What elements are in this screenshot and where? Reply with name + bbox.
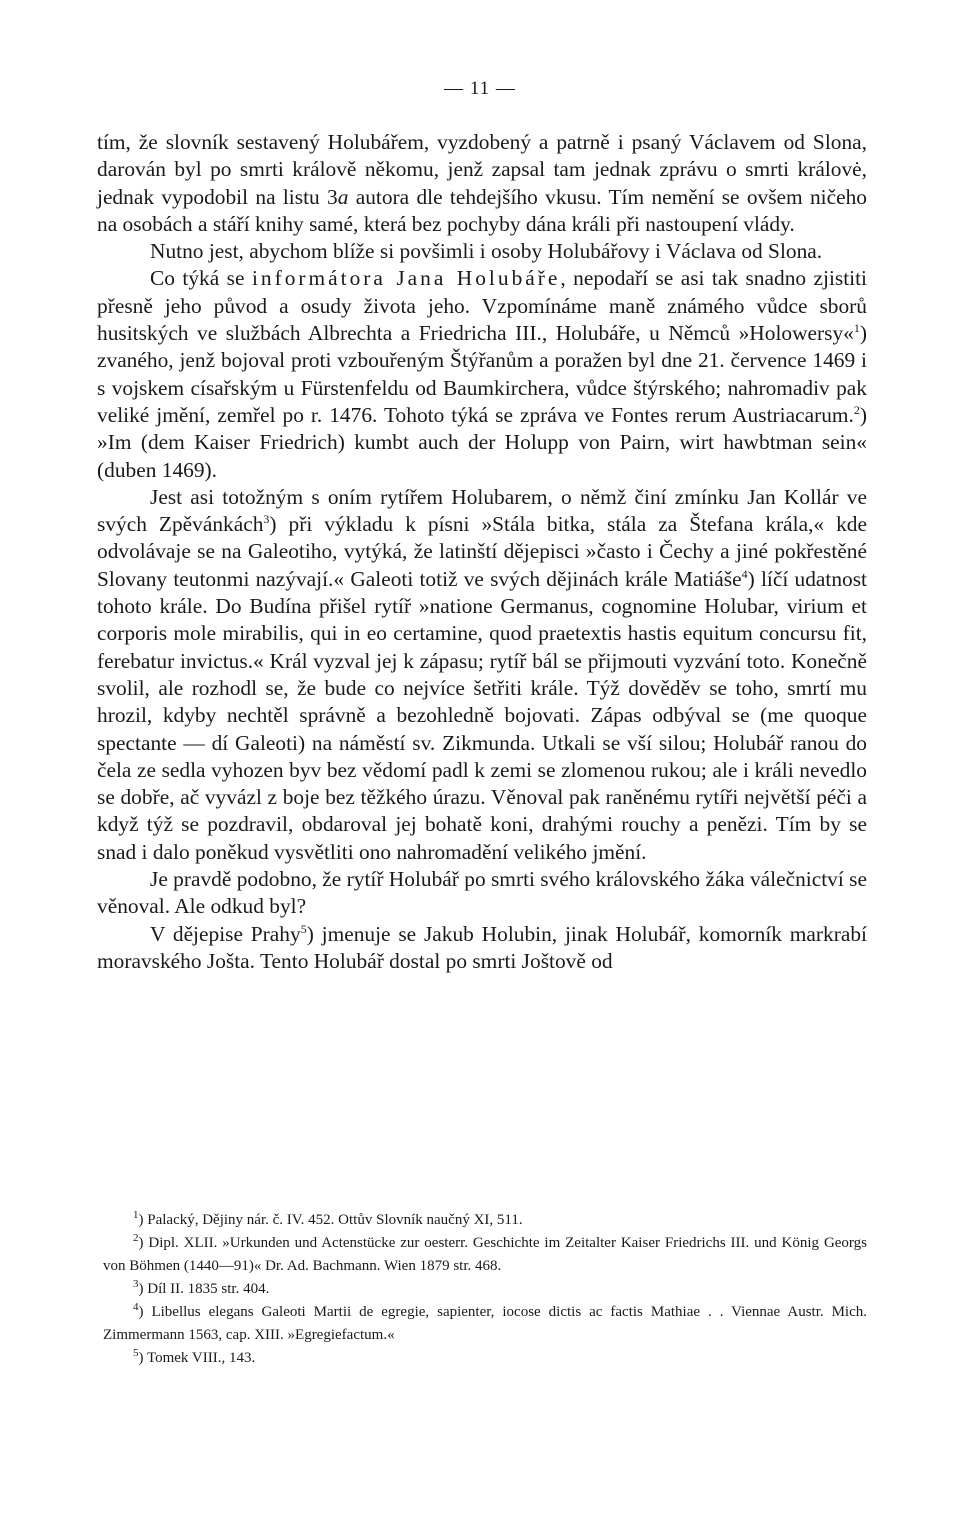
footnotes <box>103 1209 867 1370</box>
footnote <box>103 1278 867 1301</box>
footnote-reference: 3 <box>263 512 270 527</box>
emphasized-text: informátora Jana Holubáře <box>251 266 561 291</box>
footnote-reference: 2 <box>853 402 860 417</box>
text-run: , nepodaří se asi tak snadno zjistiti přesně jeho původ a osudy života jeho. Vzpomínáme maně známého vůdce sborů husitských ve službách Albrechta a Friedricha III., Holubáře, u Němců »Holowersy« <box>97 266 868 346</box>
text-run: Je pravdě podobno, že rytíř Holubář po smrti svého královského žáka válečnictví se věnoval. Ale odkud byl? <box>97 867 867 919</box>
text-run: ) líčí udatnost tohoto krále. Do Budína přišel rytíř »natione Germanus, cognomine Holubar, virium et corporis mole mirabilis, qui in eo certamine, quod praetextis hastis equitum concursu fit, ferebatur invictus.« Král vyzval jej k zápasu; rytíř bál se přijmouti vyzvání toto. Konečně svolil, ale rozhodl se, že bude co nejvíce šetřiti krále. Týž dověděv se toho, smrtí mu hrozil, kdyby nechtěl správně a bezohledně bojovati. Zápas odbýval se (me quoque spectante — dí Galeoti) na náměstí sv. Zikmunda. Utkali se vší silou; Holubář ranou do čela ze sedla vyhozen byv bez vědomí padl k zemi se zlomenou rukou; ale i králi nevedlo se dobře, ač vyvázl z boje bez těžkého úrazu. Věnoval pak raněnému rytíři největší péči a když týž se pozdravil, obdaroval jej bohatě koni, drahými rouchy a penězi. Tím by se snad i dalo poněkud vysvětliti ono nahromadění velikého jmění. <box>97 566 867 864</box>
text-run: autora dle tehdejšího vkusu. Tím nemění se ovšem ničeho na osobách a stáří knihy samé, která bez pochyby dána králi při nastoupení vlády. <box>97 184 867 236</box>
footnote <box>103 1301 867 1347</box>
text-run: Jest asi totožným s oním rytířem Holubarem, o němž činí zmínku Jan Kollár ve svých Zpěvánkách <box>97 484 867 537</box>
footnote-mark: 3 <box>133 1278 139 1290</box>
text-run: ) zvaného, jenž bojoval proti vzbouřeným Štýřanům a poražen byl dne 21. července 1469 i s vojskem císařským u Fürstenfeldu od Baumkirchera, vůdce štýrského; nahromadiv pak veliké jmění, zemřel po r. 1476. Tohoto týká se zpráva ve Fontes rerum Austriacarum. <box>97 321 867 427</box>
footnote-text: ) Tomek VIII., 143. <box>138 1350 256 1366</box>
text-run: ) jmenuje se Jakub Holubin, jinak Holubář, komorník markrabí moravského Jošta. Tento Holubář dostal po smrti Joštově od <box>97 921 867 973</box>
footnote-reference: 5 <box>300 921 307 936</box>
paragraph <box>97 265 867 483</box>
footnote-mark: 5 <box>133 1347 139 1359</box>
footnote <box>103 1347 867 1370</box>
footnote-text: ) Díl II. 1835 str. 404. <box>138 1281 270 1297</box>
paragraph <box>97 129 867 238</box>
footnote <box>103 1232 867 1278</box>
text-run: ) při výkladu k písni »Stála bitka, stála za Štefana krála,« kde odvolávaje se na Galeotiho, vytýká, že latinští dějepisci »často i Čechy a jiné pokřestěné Slovany teutonmi nazývají.« Galeoti totiž ve svých dějinách krále Matiáše <box>97 512 867 591</box>
footnote <box>103 1209 867 1232</box>
footnote-reference: 4 <box>741 566 748 581</box>
footnote-mark: 4 <box>133 1301 139 1313</box>
text-run: ) »Im (dem Kaiser Friedrich) kumbt auch der Holupp von Pairn, wirt hawbtman sein« (duben 1469). <box>97 402 867 482</box>
footnote-text: ) Libellus elegans Galeoti Martii de egregie, sapienter, iocose dictis ac factis Mathiae . . Viennae Austr. Mich. Zimmermann 1563, cap. XIII. »Egregiefactum.« <box>103 1304 867 1343</box>
text-run: Nutno jest, abychom blíže si povšimli i osoby Holubářovy i Václava od Slona. <box>150 239 823 264</box>
page-number: — 11 — <box>444 78 516 99</box>
paragraph <box>97 484 867 866</box>
text-run: tím, že slovník sestavený Holubářem, vyzdobený a patrně i psaný Václavem od Slona, darován byl po smrti králově někomu, jenž zapsal tam jednak zprávu o smrti královė, jednak vypodobil na listu 3 <box>97 130 867 209</box>
footnote-mark: 1 <box>133 1209 139 1221</box>
text-run: V dějepise Prahy <box>150 921 301 946</box>
italic-text: a <box>337 184 349 209</box>
footnote-text: ) Dipl. XLII. »Urkunden und Actenstücke zur oesterr. Geschichte im Zeitalter Kaiser Friedrichs III. und König Georgs von Böhmen (1440—91)« Dr. Ad. Bachmann. Wien 1879 str. 468. <box>103 1235 867 1274</box>
footnote-text: ) Palacký, Dějiny nár. č. IV. 452. Ottův Slovník naučný XI, 511. <box>138 1212 523 1228</box>
footnote-mark: 2 <box>133 1232 139 1244</box>
paragraph <box>97 866 867 921</box>
paragraph <box>97 921 867 976</box>
footnote-reference: 1 <box>853 321 860 336</box>
body-text <box>97 129 867 975</box>
paragraph <box>97 238 867 265</box>
text-run: Co týká se <box>150 266 252 291</box>
